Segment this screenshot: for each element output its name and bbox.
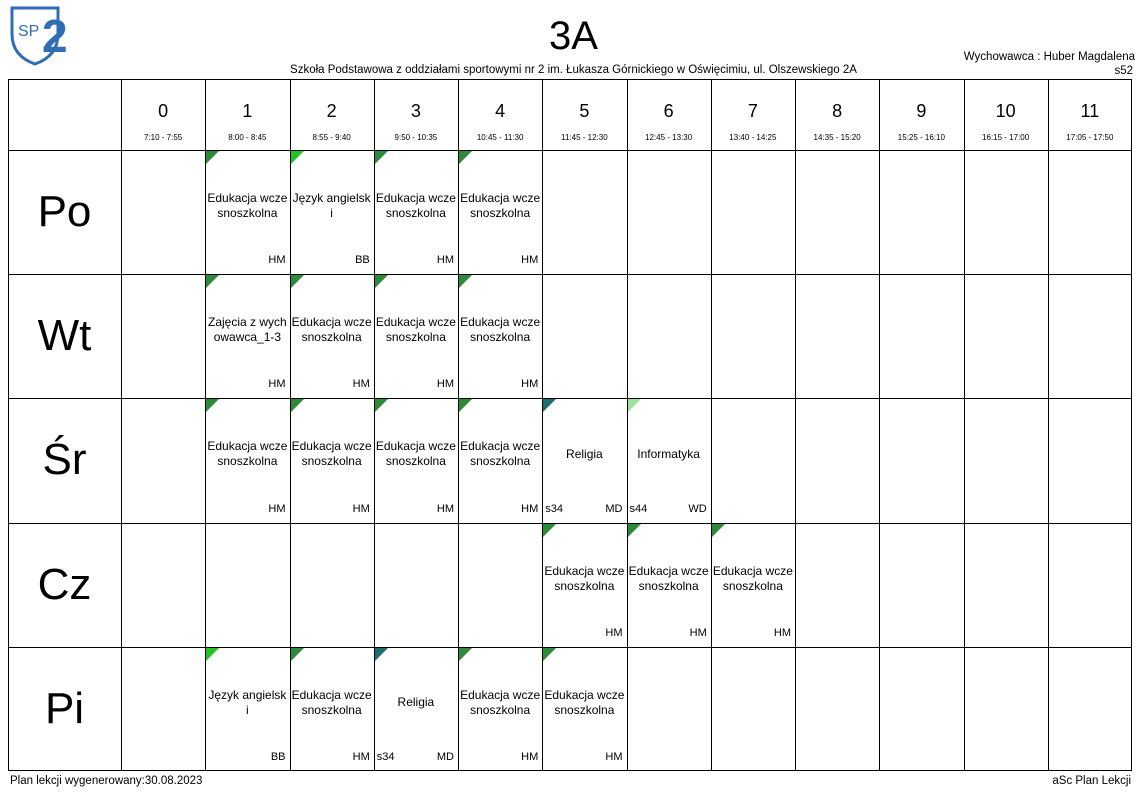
lesson-cell [374,274,458,398]
period-number: 4 [495,101,506,121]
lesson-teacher: MD [436,750,454,763]
lesson-cell [542,647,626,771]
lesson-cell [542,523,626,647]
day-label: Po [37,187,92,237]
period-time: 17:05 - 17:50 [1066,133,1114,142]
grid-line-vertical [711,79,712,771]
day-label: Śr [42,435,87,485]
lesson-cell [542,398,626,522]
lesson-subject: Edukacja wczesnoszkolna [375,315,456,345]
lesson-cell [458,150,542,274]
period-header [879,79,963,150]
lesson-cell [627,523,711,647]
period-number: 9 [916,101,927,121]
lesson-subject: Edukacja wczesnoszkolna [460,191,541,221]
lesson-teacher: HM [521,750,539,763]
period-time: 8:55 - 9:40 [312,133,351,142]
home-room: s52 [1114,65,1133,77]
lesson-teacher: HM [352,750,370,763]
lesson-teacher: HM [605,626,623,639]
period-header [711,79,795,150]
lesson-teacher: HM [436,502,454,515]
period-time: 12:45 - 13:30 [645,133,693,142]
period-time: 16:15 - 17:00 [982,133,1030,142]
lesson-subject: Edukacja wczesnoszkolna [460,687,541,717]
lesson-subject: Edukacja wczesnoszkolna [544,563,625,593]
lesson-subject: Religia [566,446,603,461]
lesson-cell [205,647,289,771]
period-number: 7 [747,101,758,121]
lesson-cell [627,398,711,522]
period-number: 3 [410,101,421,121]
lesson-teacher: HM [268,378,286,391]
generated-date: Plan lekcji wygenerowany:30.08.2023 [10,775,203,787]
grid-line-vertical [1048,79,1049,771]
lesson-cell [374,647,458,771]
lesson-teacher: HM [268,254,286,267]
lesson-subject: Edukacja wczesnoszkolna [460,439,541,469]
period-header [458,79,542,150]
lesson-teacher: BB [355,254,370,267]
lesson-cell [711,523,795,647]
lesson-teacher: HM [521,378,539,391]
lesson-cell [374,398,458,522]
period-number: 8 [832,101,843,121]
lesson-subject: Edukacja wczesnoszkolna [544,687,625,717]
lesson-cell [290,274,374,398]
form-teacher: Wychowawca : Huber Magdalena [963,51,1135,63]
day-label: Pi [44,683,85,733]
lesson-cell [290,647,374,771]
lesson-teacher: HM [268,502,286,515]
period-header [795,79,879,150]
lesson-cell [205,274,289,398]
lesson-teacher: HM [605,750,623,763]
lesson-teacher: HM [352,378,370,391]
lesson-subject: Język angielski [292,191,371,221]
class-title: 3A [549,14,598,58]
logo-sp-text: SP [18,23,40,40]
school-name: Szkoła Podstawowa z oddziałami sportowymi nr 2 im. Łukasza Górnickiego w Oświęcimiu, ul. Olszewskiego 2A [290,64,857,76]
lesson-teacher: HM [521,254,539,267]
lesson-teacher: MD [605,502,623,515]
lesson-subject: Religia [397,695,435,710]
grid-line-horizontal [8,274,1132,275]
grid-line-horizontal [8,150,1132,151]
lesson-teacher: BB [270,750,286,763]
period-number: 10 [995,101,1016,121]
day-label: Wt [37,311,92,361]
lesson-subject: Edukacja wczesnoszkolna [207,191,288,221]
period-header [290,79,374,150]
period-time: 7:10 - 7:55 [144,133,183,142]
lesson-teacher: HM [436,378,454,391]
timetable-grid [8,79,1132,771]
period-number: 5 [579,101,590,121]
lesson-room: s34 [545,502,563,515]
period-header [121,79,205,150]
grid-line-vertical [964,79,965,771]
lesson-subject: Edukacja wczesnoszkolna [628,563,709,593]
lesson-cell [458,398,542,522]
period-number: 11 [1080,101,1100,121]
lesson-room: s44 [629,502,648,515]
lesson-subject: Edukacja wczesnoszkolna [712,563,793,593]
lesson-cell [290,150,374,274]
lesson-teacher: HM [773,626,791,639]
period-header [542,79,626,150]
lesson-subject: Język angielski [208,687,287,717]
period-number: 1 [242,101,253,121]
lesson-subject: Edukacja wczesnoszkolna [207,439,288,469]
period-time: 11:45 - 12:30 [561,133,608,142]
lesson-cell [374,150,458,274]
lesson-teacher: HM [436,254,454,267]
lesson-teacher: WD [688,502,707,515]
grid-line-vertical [879,79,880,771]
lesson-subject: Informatyka [637,446,700,461]
logo-two-text: 2 [42,10,68,62]
period-header [1048,79,1132,150]
lesson-cell [458,647,542,771]
period-header [374,79,458,150]
software-credit: aSc Plan Lekcji [1052,775,1131,787]
lesson-teacher: HM [689,626,707,639]
lesson-cell [205,150,289,274]
lesson-cell [458,274,542,398]
period-time: 9:50 - 10:35 [394,133,438,142]
period-time: 8:00 - 8:45 [228,133,267,142]
lesson-subject: Zajęcia z wychowawca_1-3 [208,315,287,345]
grid-line-vertical [795,79,796,771]
lesson-subject: Edukacja wczesnoszkolna [375,439,456,469]
period-time: 15:25 - 16:10 [897,133,945,142]
lesson-subject: Edukacja wczesnoszkolna [460,315,541,345]
period-time: 10:45 - 11:30 [476,133,524,142]
period-header [964,79,1048,150]
period-number: 6 [663,101,674,121]
lesson-cell [290,398,374,522]
period-header [627,79,711,150]
lesson-room: s34 [376,750,395,763]
period-time: 14:35 - 15:20 [813,133,861,142]
lesson-cell [205,398,289,522]
lesson-teacher: HM [521,502,539,515]
period-header [205,79,289,150]
lesson-subject: Edukacja wczesnoszkolna [291,315,372,345]
lesson-subject: Edukacja wczesnoszkolna [375,191,456,221]
lesson-subject: Edukacja wczesnoszkolna [291,439,372,469]
grid-line-vertical [121,79,122,771]
lesson-subject: Edukacja wczesnoszkolna [291,687,372,717]
lesson-teacher: HM [352,502,370,515]
day-label: Cz [37,559,92,609]
period-number: 0 [158,101,169,121]
period-time: 13:40 - 14:25 [729,133,777,142]
period-number: 2 [326,101,337,121]
grid-line-vertical [1131,79,1132,771]
